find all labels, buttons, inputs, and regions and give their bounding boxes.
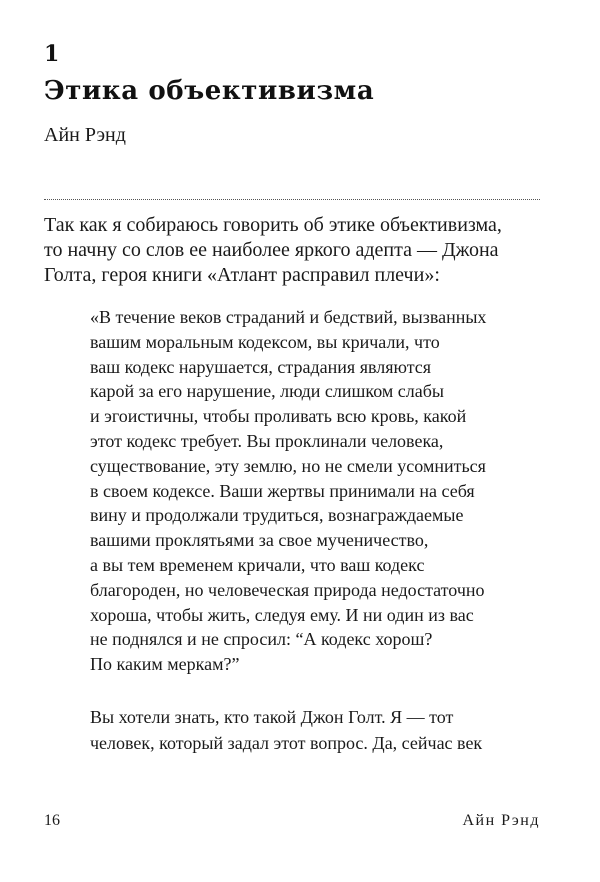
running-footer-author: Айн Рэнд [462,812,540,829]
quote-line: «В течение веков страданий и бедствий, вызванных [90,307,487,327]
quote-line: благороден, но человеческая природа недостаточно [90,579,485,600]
quote-line: а вы тем временем кричали, что ваш кодекс [90,554,425,575]
quote-line: По каким меркам?” [90,654,240,675]
quote-line: существование, эту землю, но не смели усомниться [90,455,486,476]
quote-line: вашим моральным кодексом, вы кричали, что [90,331,440,352]
quote-continuation-paragraph [90,704,540,756]
chapter-number: 1 [44,41,60,67]
intro-paragraph [44,213,544,288]
continuation-line: Вы хотели знать, кто такой Джон Голт. Я — тот [90,707,454,727]
dotted-divider [44,199,540,200]
intro-line: Голта, героя книги «Атлант расправил плечи»: [44,264,440,286]
continuation-line: человек, который задал этот вопрос. Да, сейчас век [90,733,483,753]
chapter-author: Айн Рэнд [44,124,126,146]
quote-line: этот кодекс требует. Вы проклинали человека, [90,430,444,451]
chapter-title: Этика объективизма [44,76,375,106]
quote-line: хороша, чтобы жить, следуя ему. И ни один из вас [90,604,474,625]
quote-line: ваш кодекс нарушается, страдания являются [90,356,432,377]
block-quote [90,305,540,677]
quote-line: вину и продолжали трудиться, вознаграждаемые [90,505,464,526]
quote-line: и эгоистичны, чтобы проливать всю кровь, какой [90,406,467,427]
page-number: 16 [44,812,60,829]
quote-line: карой за его нарушение, люди слишком слабы [90,381,444,402]
quote-line: в своем кодексе. Ваши жертвы принимали на себя [90,480,475,501]
quote-line: вашими проклятьями за свое мученичество, [90,530,429,551]
quote-line: не поднялся и не спросил: “А кодекс хорош? [90,629,433,650]
intro-line: то начну со слов ее наиболее яркого адепта — Джона [44,239,499,261]
intro-line: Так как я собираюсь говорить об этике объективизма, [44,214,502,236]
